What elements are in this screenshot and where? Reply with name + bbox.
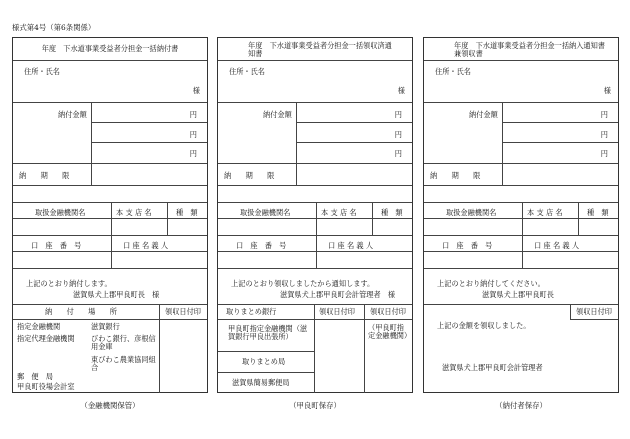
sama-label: 様: [397, 86, 405, 95]
account-holder-label: 口 座 名 義 人: [123, 241, 169, 250]
form-title: 年度 下水道事業受益者分担金一括領収済通知書: [248, 41, 392, 59]
bank-name-label: 取扱金融機関名: [240, 208, 291, 217]
received-text: 上記の金額を領収しました。: [437, 321, 531, 330]
bank-name-label: 取扱金融機関名: [446, 208, 497, 217]
yen-unit: 円: [189, 110, 197, 119]
type-label: 種 類: [176, 208, 198, 217]
receipt-stamp-label2: 領収日付印: [370, 307, 406, 316]
form-payer-copy: [423, 37, 619, 393]
receipt-stamp-label: 領収日付印: [165, 307, 201, 316]
payment-place-label: 納 付 場 所: [45, 307, 117, 316]
agent-bank-label: 指定代理金融機関: [17, 334, 75, 343]
account-holder-label: 口 座 名 義 人: [534, 241, 580, 250]
notice-line1: 上記のとおり納付してください。: [437, 279, 545, 288]
form-title: 年度 下水道事業受益者分担金一括納入通知書兼領収書: [454, 41, 605, 59]
sama-label: 様: [603, 86, 611, 95]
bank-name-label: 取扱金融機関名: [35, 208, 86, 217]
receipt-stamp-label: 領収日付印: [319, 307, 355, 316]
post-office-label: 郵 便 局: [17, 372, 53, 381]
form-town-copy: [217, 37, 413, 393]
collect-bank-value: 甲良町指定金融機関（滋賀銀行甲良出張所）: [228, 324, 308, 342]
designated-bank-label: 指定金融機関: [17, 322, 61, 331]
treasurer-text: 滋賀県犬上郡甲良町会計管理者: [442, 363, 543, 372]
due-label: 納 期 限: [224, 171, 275, 180]
branch-label: 本 支 店 名: [527, 208, 563, 217]
post-office-value: 滋賀県簡易郵便局: [232, 378, 290, 387]
notice-line2: 滋賀県犬上郡甲良町長: [482, 290, 554, 299]
address-label: 住所・氏名: [24, 67, 60, 76]
yen-unit: 円: [600, 130, 608, 139]
branch-label: 本 支 店 名: [116, 208, 152, 217]
yen-unit: 円: [600, 110, 608, 119]
collect-station-label: 取りまとめ局: [242, 357, 286, 366]
due-label: 納 期 限: [19, 171, 70, 180]
yen-unit: 円: [189, 130, 197, 139]
notice-line2: 滋賀県犬上郡甲良町会計管理者 様: [280, 290, 396, 299]
collect-bank-label: 取りまとめ銀行: [226, 307, 277, 316]
yen-unit: 円: [394, 110, 402, 119]
account-number-label: 口 座 番 号: [31, 241, 82, 250]
yen-unit: 円: [394, 130, 402, 139]
notice-line1: 上記のとおり領収しましたから通知します。: [231, 279, 375, 288]
account-holder-label: 口 座 名 義 人: [328, 241, 374, 250]
form-bank-copy: [12, 37, 208, 393]
treasurer-office: 甲良町役場会計室: [17, 382, 75, 391]
agent-bank-value2: 東びわこ農業協同組合: [91, 355, 156, 373]
yen-unit: 円: [394, 149, 402, 158]
designated-bank-value: 滋賀銀行: [91, 322, 120, 331]
type-label: 種 類: [587, 208, 609, 217]
receipt-stamp-label: 領収日付印: [576, 307, 612, 316]
yen-unit: 円: [189, 149, 197, 158]
caption-town-copy: （甲良町保存）: [289, 401, 341, 410]
notice-line1: 上記のとおり納付します。: [26, 279, 112, 288]
branch-label: 本 支 店 名: [321, 208, 357, 217]
account-number-label: 口 座 番 号: [442, 241, 493, 250]
designated-note: （甲良町指定金融機関）: [368, 323, 412, 341]
type-label: 種 類: [381, 208, 403, 217]
address-label: 住所・氏名: [435, 67, 471, 76]
form-title: 年度 下水道事業受益者分担金一括納付書: [41, 44, 179, 53]
account-number-label: 口 座 番 号: [236, 241, 287, 250]
amount-label: 納付金額: [469, 110, 498, 119]
caption-bank-copy: （金融機関保管）: [80, 401, 140, 410]
yen-unit: 円: [600, 149, 608, 158]
form-number: 様式第4号（第6条関係）: [12, 23, 96, 32]
agent-bank-value: びわこ銀行、彦根信用金庫: [91, 334, 156, 352]
caption-payer-copy: （納付者保存）: [495, 401, 547, 410]
address-label: 住所・氏名: [229, 67, 265, 76]
sama-label: 様: [192, 86, 200, 95]
notice-line2: 滋賀県犬上郡甲良町長 様: [73, 290, 160, 299]
amount-label: 納付金額: [263, 110, 292, 119]
due-label: 納 期 限: [430, 171, 481, 180]
amount-label: 納付金額: [58, 110, 87, 119]
